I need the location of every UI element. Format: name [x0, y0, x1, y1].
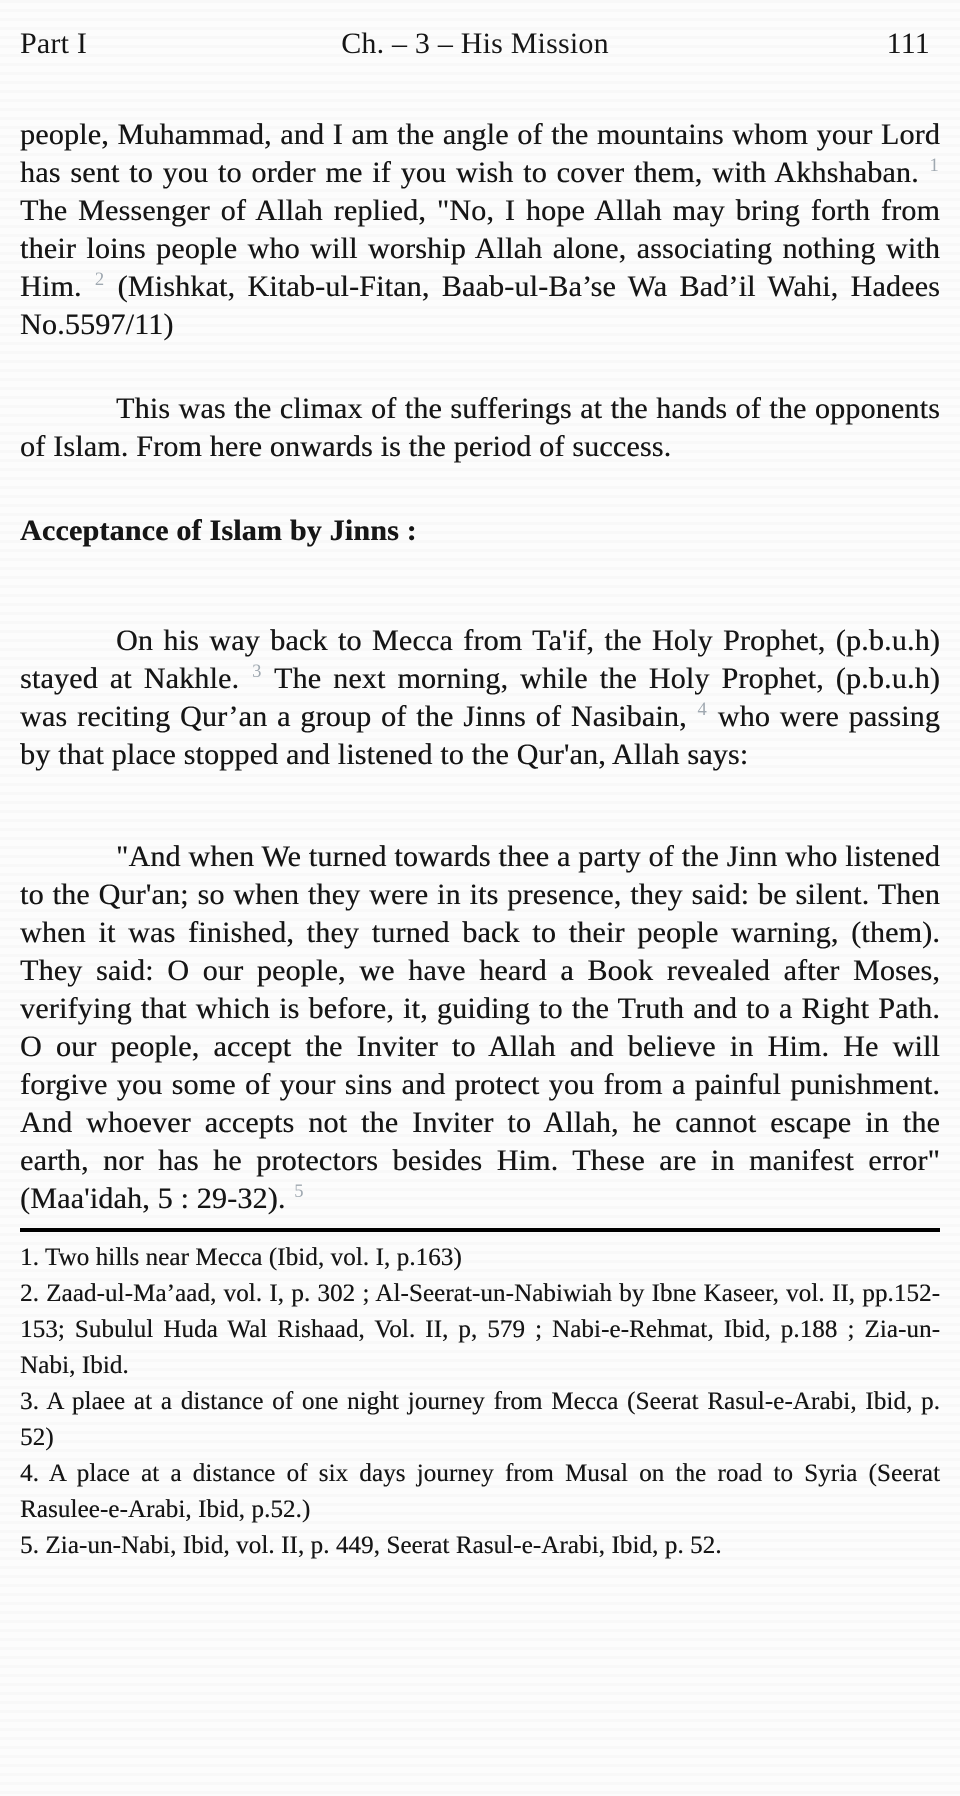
- footnote-marker: 5: [294, 1181, 304, 1202]
- page-header: [20, 26, 940, 62]
- page-body: [20, 116, 940, 1218]
- header-part-label: Part I: [20, 27, 88, 60]
- footnote-item: 5. Zia-un-Nabi, Ibid, vol. II, p. 449, Seerat Rasul-e-Arabi, Ibid, p. 52.: [20, 1532, 722, 1559]
- footnote-item: 3. A plaee at a distance of one night journey from Mecca (Seerat Rasul-e-Arabi, Ibid, p. 52): [20, 1388, 940, 1451]
- footnote-item: 2. Zaad-ul-Ma’aad, vol. I, p. 302 ; Al-Seerat-un-Nabiwiah by Ibne Kaseer, vol. II, pp.152-153; Subulul Huda Wal Rishaad, Vol. II, p, 579 ; Nabi-e-Rehmat, Ibid, p.188 ; Zia-un-Nabi, Ibid.: [20, 1280, 940, 1379]
- body-paragraph: This was the climax of the sufferings at the hands of the opponents of Islam. From here onwards is the period of success.: [20, 392, 940, 463]
- footnote-separator: [20, 1228, 940, 1232]
- header-chapter-title: Ch. – 3 – His Mission: [341, 27, 609, 60]
- body-paragraph: "And when We turned towards thee a party of the Jinn who listened to the Qur'an; so when they were in its presence, they said: be silent. Then when it was finished, they turned back to their people warning, (them). They said: O our people, we have heard a Book revealed after Moses, verifying that which is before, it, guiding to the Truth and to a Right Path. O our people, accept the Inviter to Allah and believe in Him. He will forgive you some of your sins and protect you from a painful punishment. And whoever accepts not the Inviter to Allah, he cannot escape in the earth, nor has he protectors besides Him. These are in manifest error" (Maa'idah, 5 : 29-32). $^5$: [20, 840, 940, 1215]
- footnote-item: 1. Two hills near Mecca (Ibid, vol. I, p.163): [20, 1244, 462, 1271]
- footnotes: [20, 1240, 940, 1564]
- footnote-item: 4. A place at a distance of six days journey from Musal on the road to Syria (Seerat Rasulee-e-Arabi, Ibid, p.52.): [20, 1460, 940, 1523]
- footnote-marker: 1: [929, 155, 939, 176]
- footnote-marker: 4: [697, 699, 707, 720]
- footnote-marker: 3: [252, 661, 262, 682]
- body-paragraph: On his way back to Mecca from Ta'if, the Holy Prophet, (p.b.u.h) stayed at Nakhle. $^3$ The next morning, while the Holy Prophet, (p.b.u.h) was reciting Qur’an a group of the Jinns of Nasibain, $^4$ who were passing by that place stopped and listened to the Qur'an, Allah says:: [20, 624, 941, 771]
- body-paragraph: people, Muhammad, and I am the angle of the mountains whom your Lord has sent to you to order me if you wish to cover them, with Akhshaban. $^1$ The Messenger of Allah replied, "No, I hope Allah may bring forth from their loins people who will worship Allah alone, associating nothing with Him. $^2$ (Mishkat, Kitab-ul-Fitan, Baab-ul-Ba’se Wa Bad’il Wahi, Hadees No.5597/11): [20, 118, 940, 341]
- section-heading: Acceptance of Islam by Jinns :: [20, 514, 417, 547]
- footnote-marker: 2: [94, 269, 105, 290]
- header-page-number: 111: [886, 27, 930, 60]
